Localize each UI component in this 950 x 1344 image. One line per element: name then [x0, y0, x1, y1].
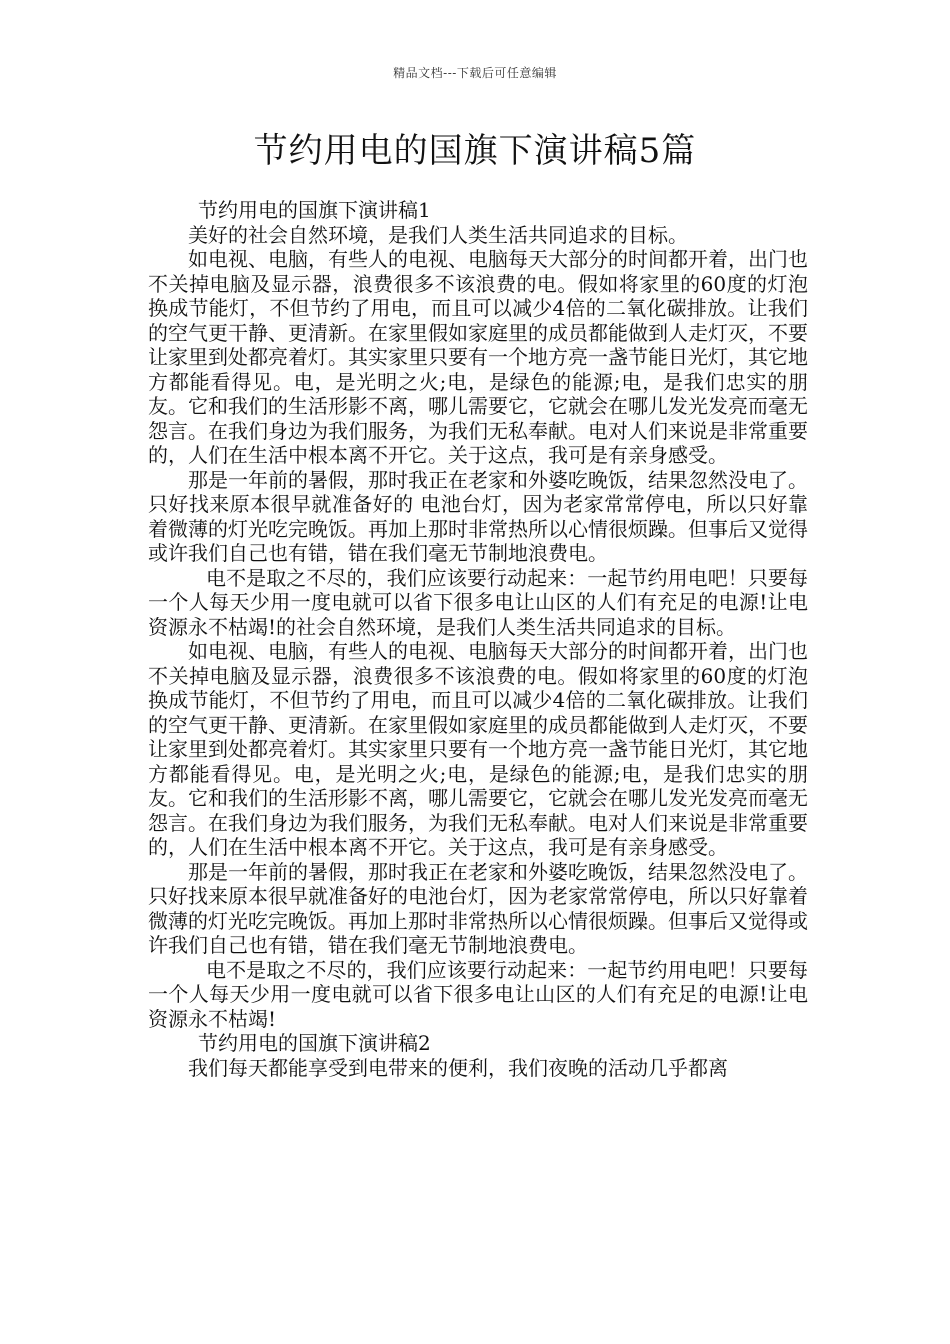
document-title: 节约用电的国旗下演讲稿5篇 [253, 131, 697, 171]
paragraph: 那是一年前的暑假，那时我正在老家和外婆吃晚饭，结果忽然没电了。只好找来原本很早就准备好的电池台灯，因为老家常常停电，所以只好靠着微薄的灯光吃完晚饭。再加上那时非常热所以心情很烦躁。但事后又觉得或许我们自己也有错，错在我们毫无节制地浪费电。 [148, 859, 808, 957]
section-heading-1: 节约用电的国旗下演讲稿1 [198, 198, 431, 222]
paragraph: 美好的社会自然环境，是我们人类生活共同追求的目标。 [188, 222, 688, 247]
paragraph: 电不是取之不尽的，我们应该要行动起来：一起节约用电吧！只要每一个人每天少用一度电就可以省下很多电让山区的人们有充足的电源!让电资源永不枯竭!的社会自然环境，是我们人类生活共同追求的目标。 [148, 565, 808, 639]
section-heading-2: 节约用电的国旗下演讲稿2 [198, 1031, 431, 1055]
paragraph: 如电视、电脑，有些人的电视、电脑每天大部分的时间都开着，出门也不关掉电脑及显示器，浪费很多不该浪费的电。假如将家里的60度的灯泡换成节能灯，不但节约了用电，而且可以减少4倍的二氧化碳排放。让我们的空气更干静、更清新。在家里假如家庭里的成员都能做到人走灯灭，不要让家里到处都亮着灯。其实家里只要有一个地方亮一盏节能日光灯，其它地方都能看得见。电，是光明之火;电，是绿色的能源;电，是我们忠实的朋友。它和我们的生活形影不离，哪儿需要它，它就会在哪儿发光发亮而毫无怨言。在我们身边为我们服务，为我们无私奉献。电对人们来说是非常重要的，人们在生活中根本离不开它。关于这点，我可是有亲身感受。 [148, 247, 808, 467]
page-header-note: 精品文档---下载后可任意编辑 [393, 66, 557, 80]
paragraph: 电不是取之不尽的，我们应该要行动起来：一起节约用电吧！只要每一个人每天少用一度电就可以省下很多电让山区的人们有充足的电源!让电资源永不枯竭! [148, 957, 808, 1031]
paragraph: 如电视、电脑，有些人的电视、电脑每天大部分的时间都开着，出门也不关掉电脑及显示器，浪费很多不该浪费的电。假如将家里的60度的灯泡换成节能灯，不但节约了用电，而且可以减少4倍的二氧化碳排放。让我们的空气更干静、更清新。在家里假如家庭里的成员都能做到人走灯灭，不要让家里到处都亮着灯。其实家里只要有一个地方亮一盏节能日光灯，其它地方都能看得见。电，是光明之火;电，是绿色的能源;电，是我们忠实的朋友。它和我们的生活形影不离，哪儿需要它，它就会在哪儿发光发亮而毫无怨言。在我们身边为我们服务，为我们无私奉献。电对人们来说是非常重要的，人们在生活中根本离不开它。关于这点，我可是有亲身感受。 [148, 639, 808, 859]
paragraph: 那是一年前的暑假，那时我正在老家和外婆吃晚饭，结果忽然没电了。只好找来原本很早就准备好的 电池台灯，因为老家常常停电，所以只好靠着微薄的灯光吃完晚饭。再加上那时非常热所以心情很烦躁。但事后又觉得或许我们自己也有错，错在我们毫无节制地浪费电。 [148, 467, 808, 565]
paragraph: 我们每天都能享受到电带来的便利，我们夜晚的活动几乎都离 [188, 1055, 728, 1080]
document-body [148, 198, 808, 1080]
